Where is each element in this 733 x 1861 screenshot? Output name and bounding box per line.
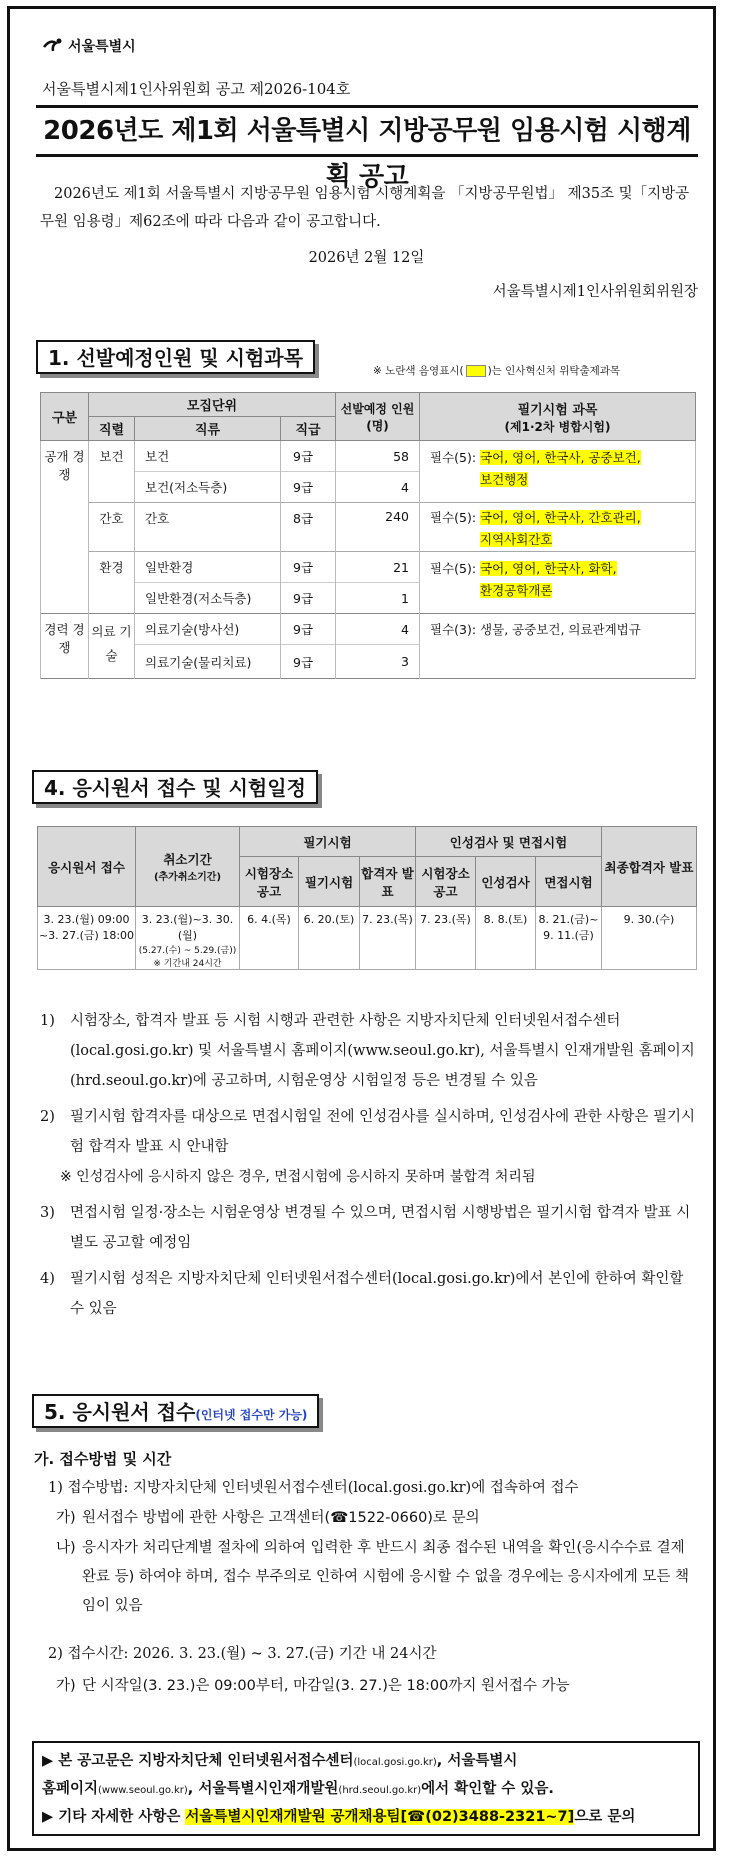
cell-grade: 9급 [281,645,336,679]
cell-subjects: 필수(3): 생물, 공중보건, 의료관계법규 [420,614,696,679]
cell-personality: 8. 8.(토) [476,907,536,970]
page-title: 2026년도 제1회 서울특별시 지방공무원 임용시험 시행계획 공고 [36,105,698,157]
cell-venue2: 7. 23.(목) [416,907,476,970]
note-item [40,1102,695,1162]
th-jikryeol: 직렬 [89,417,135,441]
th-jikgeup: 직급 [281,417,336,441]
l1a-text: 원서접수 방법에 관한 사항은 고객센터(☎1522-0660)로 문의 [82,1510,480,1526]
cancel-period: 3. 23.(월)~3. 30.(월) [141,913,234,942]
cell-grade: 9급 [281,472,336,503]
seoul-logo [42,36,136,56]
legend-prefix: ※ 노란색 음영표시( [373,365,464,377]
note-item [40,1006,695,1096]
subj-prefix: 필수(5): [430,561,477,576]
cell-jikryeol: 환경 [89,552,135,614]
l2a-text: 단 시작일(3. 23.)은 09:00부터, 마감일(3. 27.)은 18:00까지 원서접수 가능 [82,1678,570,1694]
l1a-label: 가) [56,1510,76,1526]
th-final: 최종합격자 발표 [602,827,697,907]
th-venue2: 시험장소 공고 [416,857,476,907]
note-number: 1) [40,1013,55,1029]
cell-final: 9. 30.(수) [602,907,697,970]
recruitment-table [40,392,696,679]
th-apply: 응시원서 접수 [38,827,136,907]
cell-pass: 7. 23.(목) [360,907,416,970]
cell-jikryeol: 보건 [89,441,135,503]
th-cancel [136,827,240,907]
section5-heading [32,1394,319,1428]
cell-grade: 8급 [281,503,336,552]
footer-p2c: 에서 확인할 수 있음. [421,1781,554,1797]
cell-jikryeol: 간호 [89,503,135,552]
footer-p3c: 으로 문의 [574,1809,636,1825]
section5-sub: (인터넷 접수만 가능) [195,1408,308,1422]
signer: 서울특별시제1인사위원회위원장 [492,284,698,300]
section1-legend [373,363,620,378]
subj-prefix: 필수(5): [430,510,477,525]
footer-line1 [42,1748,690,1776]
footer-p1a-s: (local.gosi.go.kr) [353,1757,437,1768]
section5-l1: 1) 접수방법: 지방자치단체 인터넷원서접수센터(local.gosi.go.kr)에 접속하여 접수 [48,1480,579,1496]
cell-grade: 9급 [281,614,336,645]
section5-title: 5. 응시원서 접수 [44,1400,196,1424]
note-sub: ※ 인성검사에 응시하지 않은 경우, 면접시험에 응시하지 못하며 불합격 처리됨 [60,1169,536,1185]
cell-venue1: 6. 4.(목) [240,907,299,970]
th-cancel-main: 취소기간 [163,852,212,867]
th-interview-exam: 면접시험 [536,857,602,907]
legend-swatch [466,365,486,377]
schedule-notes [40,1006,695,1324]
cell-grade: 9급 [281,552,336,583]
table-row [41,441,696,472]
schedule-table [37,826,697,970]
note-text: 면접시험 일정·장소는 시험운영상 변경될 수 있으며, 면접시험 시행방법은 필기시험 합격자 발표 시 별도 공고할 예정임 [70,1205,691,1251]
th-unit: 모집단위 [89,393,336,417]
cell-jikryu: 보건(저소득층) [135,472,281,503]
cell-subjects [420,441,696,503]
cell-jikryu: 일반환경(저소득층) [135,583,281,614]
l2a-label: 가) [56,1678,76,1694]
cell-count: 21 [336,552,420,583]
cell-count: 240 [336,503,420,552]
subj-highlight: 국어, 영어, 한국사, 간호관리, [480,510,641,525]
footer-box [32,1741,700,1836]
legend-suffix: )는 인사혁신처 위탁출제과목 [487,365,621,377]
cell-interview-exam: 8. 21.(금)~ 9. 11.(금) [536,907,602,970]
footer-line3 [42,1804,690,1830]
footer-line2 [42,1776,690,1804]
cell-jikryu: 의료기술(방사선) [135,614,281,645]
footer-p2b: , 서울특별시인재개발원 [187,1781,339,1797]
cell-written-exam: 6. 20.(토) [299,907,360,970]
cell-count: 4 [336,472,420,503]
cell-gubun: 공개 경쟁 [41,441,89,614]
cell-count: 4 [336,614,420,645]
th-venue1: 시험장소 공고 [240,857,299,907]
th-jikryu: 직류 [135,417,281,441]
table-row [41,614,696,645]
cell-count: 58 [336,441,420,472]
cell-jikryeol: 의료 기술 [89,614,135,679]
note-item [40,1198,695,1258]
cell-jikryu: 일반환경 [135,552,281,583]
footer-contact: 서울특별시인재개발원 공개채용팀[☎(02)3488-2321~7] [185,1809,575,1825]
note-number: 3) [40,1205,55,1221]
seoul-logo-icon [42,37,64,55]
footer-p1b: , 서울특별시 [436,1753,518,1769]
section5-l2: 2) 접수시간: 2026. 3. 23.(월) ~ 3. 27.(금) 기간 내 24시간 [48,1646,437,1662]
cancel-extra: (5.27.(수) ~ 5.29.(금)) [138,946,237,956]
cell-grade: 9급 [281,441,336,472]
th-count: 선발예정 인원(명) [336,393,420,441]
footer-p2b-s: (hrd.seoul.go.kr) [338,1785,422,1796]
section5-subheading: 가. 접수방법 및 시간 [34,1450,172,1468]
footer-p2a: 홈페이지 [42,1781,99,1797]
cancel-note: ※ 기간내 24시간 [153,959,222,969]
cell-grade: 9급 [281,583,336,614]
cell-subjects [420,503,696,552]
cell-jikryu: 의료기술(물리치료) [135,645,281,679]
th-pass: 합격자 발표 [360,857,416,907]
logo-text: 서울특별시 [68,39,136,55]
cell-jikryu: 간호 [135,503,281,552]
footer-p3a: ▶ 기타 자세한 사항은 [42,1809,186,1825]
notice-number: 서울특별시제1인사위원회 공고 제2026-104호 [42,80,351,98]
th-subjects [420,393,696,441]
note-number: 4) [40,1271,55,1287]
th-personality: 인성검사 [476,857,536,907]
footer-p2a-s: (www.seoul.go.kr) [98,1785,188,1796]
table-row [38,907,697,970]
cell-count: 1 [336,583,420,614]
cell-gubun: 경력 경쟁 [41,614,89,679]
l1b-text: 응시자가 처리단계별 절차에 의하여 입력한 후 반드시 최종 접수된 내역을 확인(응시수수료 결제완료 등) 하여야 하며, 접수 부주의로 인하여 시험에 응시할 수 없을 경우에는 응시자에게 모든 책임이 있음 [82,1540,690,1614]
th-written: 필기시험 [240,827,416,857]
subj-highlight: 국어, 영어, 한국사, 공중보건, [480,450,641,465]
note-text: 시험장소, 합격자 발표 등 시험 시행과 관련한 사항은 지방자치단체 인터넷원서접수센터(local.gosi.go.kr) 및 서울특별시 홈페이지(www.seoul.go.kr), 서울특별시 인재개발원 홈페이지(hrd.seoul.go.kr)에 공고하며, 시험운영상 시험일정 등은 변경될 수 있음 [70,1013,695,1089]
intro-paragraph: 2026년도 제1회 서울특별시 지방공무원 임용시험 시행계획을 「지방공무원법」 제35조 및「지방공무원 임용령」제62조에 따라 다음과 같이 공고합니다. [40,186,690,230]
table-row [41,503,696,552]
table-row [41,552,696,583]
notice-date: 2026년 2월 12일 [308,250,425,266]
th-interview: 인성검사 및 면접시험 [416,827,602,857]
subj-highlight: 보건행정 [480,472,529,487]
th-gubun: 구분 [41,393,89,441]
subj-highlight: 국어, 영어, 한국사, 화학, [480,561,617,576]
note-text: 필기시험 성적은 지방자치단체 인터넷원서접수센터(local.gosi.go.kr)에서 본인에 한하여 확인할 수 있음 [70,1271,684,1317]
note-number: 2) [40,1109,55,1125]
cell-jikryu: 보건 [135,441,281,472]
cell-apply: 3. 23.(월) 09:00 ~3. 27.(금) 18:00 [38,907,136,970]
th-subjects-main: 필기시험 과목 [517,402,598,418]
cell-cancel [136,907,240,970]
th-written-exam: 필기시험 [299,857,360,907]
section5-l1b [56,1534,696,1621]
th-cancel-sub: (추가취소기간) [153,872,222,883]
th-subjects-sub: (제1·2차 병합시험) [504,419,611,434]
subj-highlight: 환경공학개론 [480,583,553,598]
section1-heading: 1. 선발예정인원 및 시험과목 [36,340,315,374]
cell-subjects [420,552,696,614]
note-text: 필기시험 합격자를 대상으로 면접시험일 전에 인성검사를 실시하며, 인성검사에 관한 사항은 필기시험 합격자 발표 시 안내함 [70,1109,695,1155]
subj-prefix: 필수(5): [430,450,477,465]
section5-l2a [56,1672,696,1701]
l1b-label: 나) [56,1540,76,1556]
section4-heading: 4. 응시원서 접수 및 시험일정 [32,770,318,804]
cell-count: 3 [336,645,420,679]
section5-l1a [56,1504,696,1533]
subj-highlight: 지역사회간호 [480,532,553,547]
footer-p1a: ▶ 본 공고문은 지방자치단체 인터넷원서접수센터 [42,1753,354,1769]
note-item [40,1264,695,1324]
